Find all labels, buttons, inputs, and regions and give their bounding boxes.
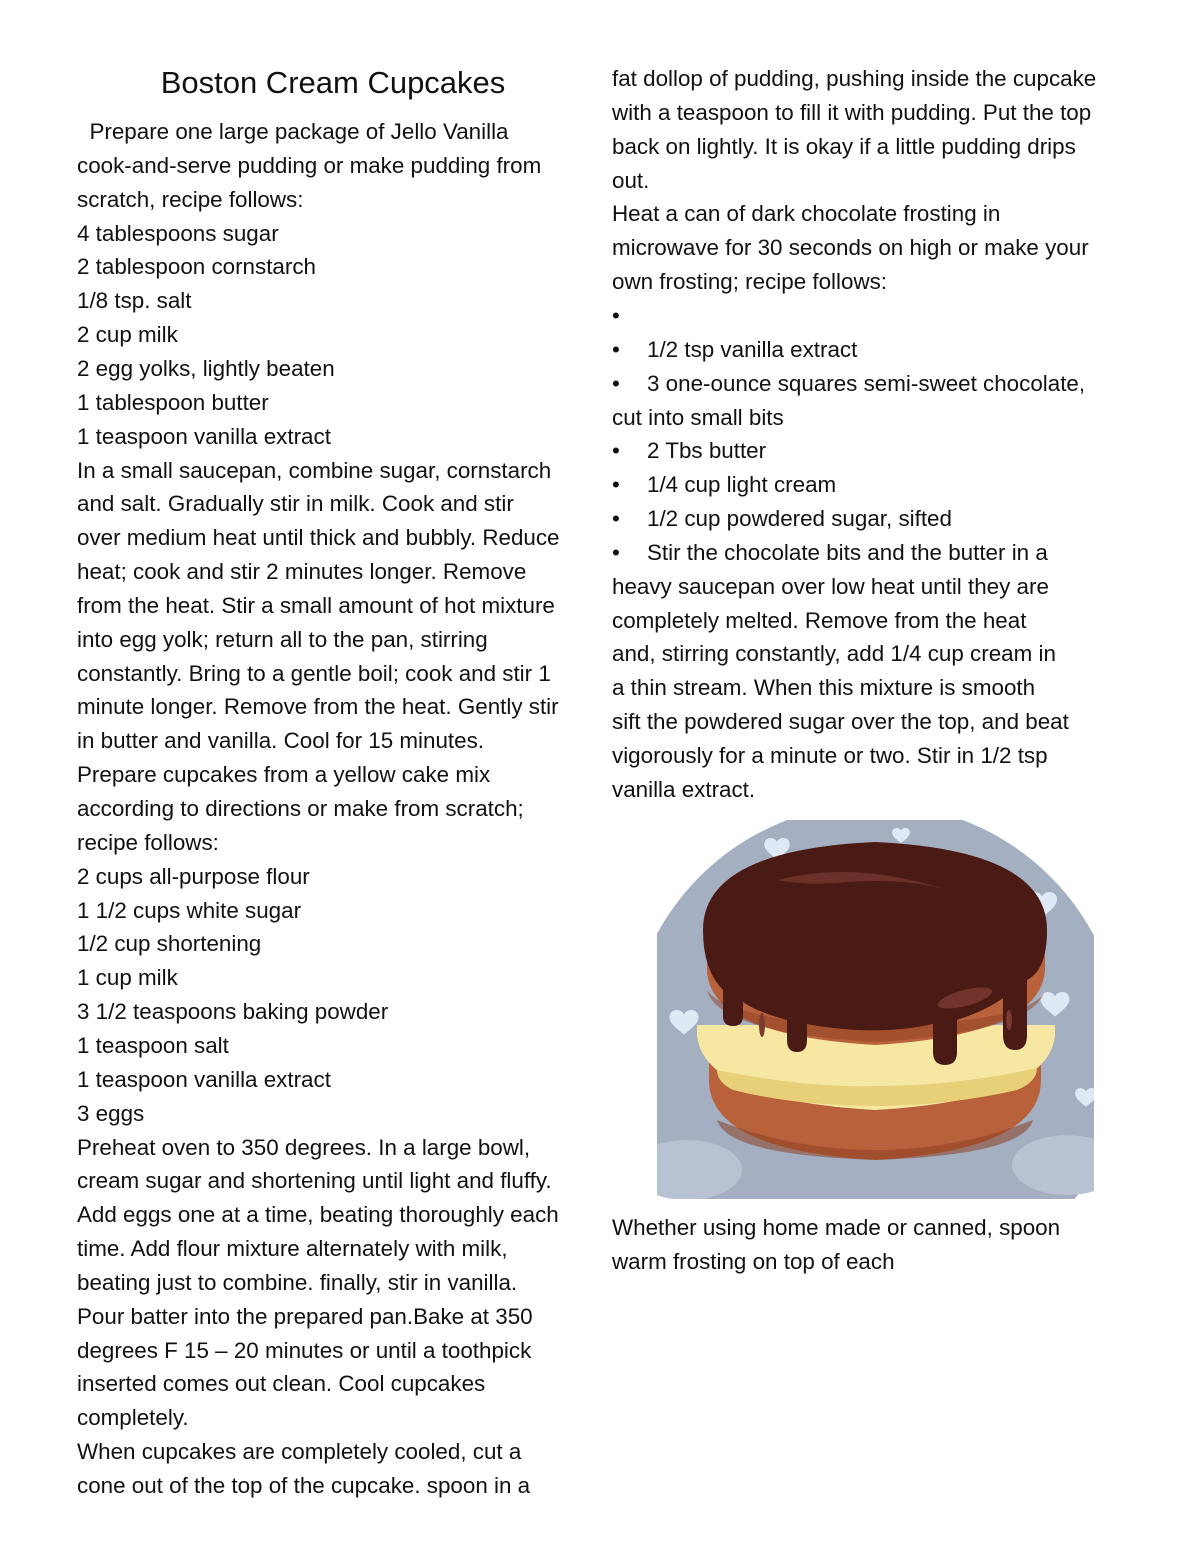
text-line: 3 eggs — [77, 1101, 145, 1126]
cake-illustration-svg — [657, 820, 1094, 1199]
text-line: vigorously for a minute or two. Stir in 1/2 tsp — [612, 743, 1048, 768]
text-line: 1/2 cup shortening — [77, 931, 262, 956]
text-line: 1/4 cup light cream — [647, 472, 837, 497]
text-line: 1 teaspoon vanilla extract — [77, 1067, 331, 1092]
text-line: Whether using home made or canned, spoon — [612, 1215, 1061, 1240]
text-line: 2 egg yolks, lightly beaten — [77, 356, 335, 381]
text-line: warm frosting on top of each — [612, 1249, 895, 1274]
text-line: cook-and-serve pudding or make pudding from — [77, 153, 542, 178]
text-line: completely melted. Remove from the heat — [612, 608, 1027, 633]
text-line: Preheat oven to 350 degrees. In a large bowl, — [77, 1135, 531, 1160]
text-line: completely. — [77, 1405, 189, 1430]
text-line: minute longer. Remove from the heat. Gently stir — [77, 694, 559, 719]
text-line: heavy saucepan over low heat until they are — [612, 574, 1049, 599]
bullet-icon: • — [612, 506, 620, 531]
text-line: 1 teaspoon salt — [77, 1033, 229, 1058]
text-line: sift the powdered sugar over the top, and beat — [612, 709, 1069, 734]
text-line: 2 cups all-purpose flour — [77, 864, 310, 889]
text-line: 3 one-ounce squares semi-sweet chocolate, — [647, 371, 1086, 396]
text-line: 2 tablespoon cornstarch — [77, 254, 316, 279]
text-line: inserted comes out clean. Cool cupcakes — [77, 1371, 486, 1396]
bullet-icon: • — [612, 371, 620, 396]
text-line: recipe follows: — [77, 830, 219, 855]
text-line: from the heat. Stir a small amount of hot mixture — [77, 593, 555, 618]
text-line: vanilla extract. — [612, 777, 756, 802]
text-line: 2 Tbs butter — [647, 438, 767, 463]
text-line: 1 cup milk — [77, 965, 178, 990]
text-line: and, stirring constantly, add 1/4 cup cream in — [612, 641, 1056, 666]
text-line: time. Add flour mixture alternately with milk, — [77, 1236, 508, 1261]
text-line: Add eggs one at a time, beating thoroughly each — [77, 1202, 559, 1227]
text-line: constantly. Bring to a gentle boil; cook and stir 1 — [77, 661, 551, 686]
boston-cream-cake-illustration — [657, 820, 1094, 1199]
text-line: 3 1/2 teaspoons baking powder — [77, 999, 389, 1024]
text-line: microwave for 30 seconds on high or make your — [612, 235, 1089, 260]
bullet-icon: • — [612, 303, 620, 328]
text-line: 4 tablespoons sugar — [77, 221, 279, 246]
bullet-icon: • — [612, 540, 620, 565]
page-title: Boston Cream Cupcakes — [160, 65, 506, 100]
text-line: according to directions or make from scratch; — [77, 796, 524, 821]
text-line: When cupcakes are completely cooled, cut a — [77, 1439, 522, 1464]
text-line: 1 1/2 cups white sugar — [77, 898, 302, 923]
text-line: In a small saucepan, combine sugar, cornstarch — [77, 458, 552, 483]
text-line: cone out of the top of the cupcake. spoon in a — [77, 1473, 531, 1498]
text-line: 1/2 cup powdered sugar, sifted — [647, 506, 952, 531]
text-line: degrees F 15 – 20 minutes or until a toothpick — [77, 1338, 532, 1363]
text-line: in butter and vanilla. Cool for 15 minutes. — [77, 728, 484, 753]
text-line: over medium heat until thick and bubbly. Reduce — [77, 525, 560, 550]
bullet-icon: • — [612, 438, 620, 463]
text-line: cream sugar and shortening until light and fluffy. — [77, 1168, 552, 1193]
text-line: Heat a can of dark chocolate frosting in — [612, 201, 1001, 226]
text-line: beating just to combine. finally, stir in vanilla. — [77, 1270, 518, 1295]
text-line: with a teaspoon to fill it with pudding. Put the top — [612, 100, 1092, 125]
text-line: back on lightly. It is okay if a little pudding drips — [612, 134, 1076, 159]
text-line: fat dollop of pudding, pushing inside the cupcake — [612, 66, 1097, 91]
text-line: Stir the chocolate bits and the butter in a — [647, 540, 1048, 565]
text-line: into egg yolk; return all to the pan, stirring — [77, 627, 488, 652]
text-line: Prepare one large package of Jello Vanilla — [77, 119, 509, 144]
bullet-icon: • — [612, 337, 620, 362]
bullet-icon: • — [612, 472, 620, 497]
text-line: out. — [612, 168, 650, 193]
text-line: 2 cup milk — [77, 322, 178, 347]
text-line: Pour batter into the prepared pan.Bake at 350 — [77, 1304, 533, 1329]
text-line: a thin stream. When this mixture is smooth — [612, 675, 1036, 700]
text-line: 1/8 tsp. salt — [77, 288, 192, 313]
text-line: 1/2 tsp vanilla extract — [647, 337, 858, 362]
text-line: scratch, recipe follows: — [77, 187, 304, 212]
text-line: 1 teaspoon vanilla extract — [77, 424, 331, 449]
text-line: and salt. Gradually stir in milk. Cook and stir — [77, 491, 514, 516]
text-line: Prepare cupcakes from a yellow cake mix — [77, 762, 491, 787]
text-line: heat; cook and stir 2 minutes longer. Remove — [77, 559, 527, 584]
text-line: 1 tablespoon butter — [77, 390, 269, 415]
text-line: own frosting; recipe follows: — [612, 269, 888, 294]
text-line: cut into small bits — [612, 405, 784, 430]
